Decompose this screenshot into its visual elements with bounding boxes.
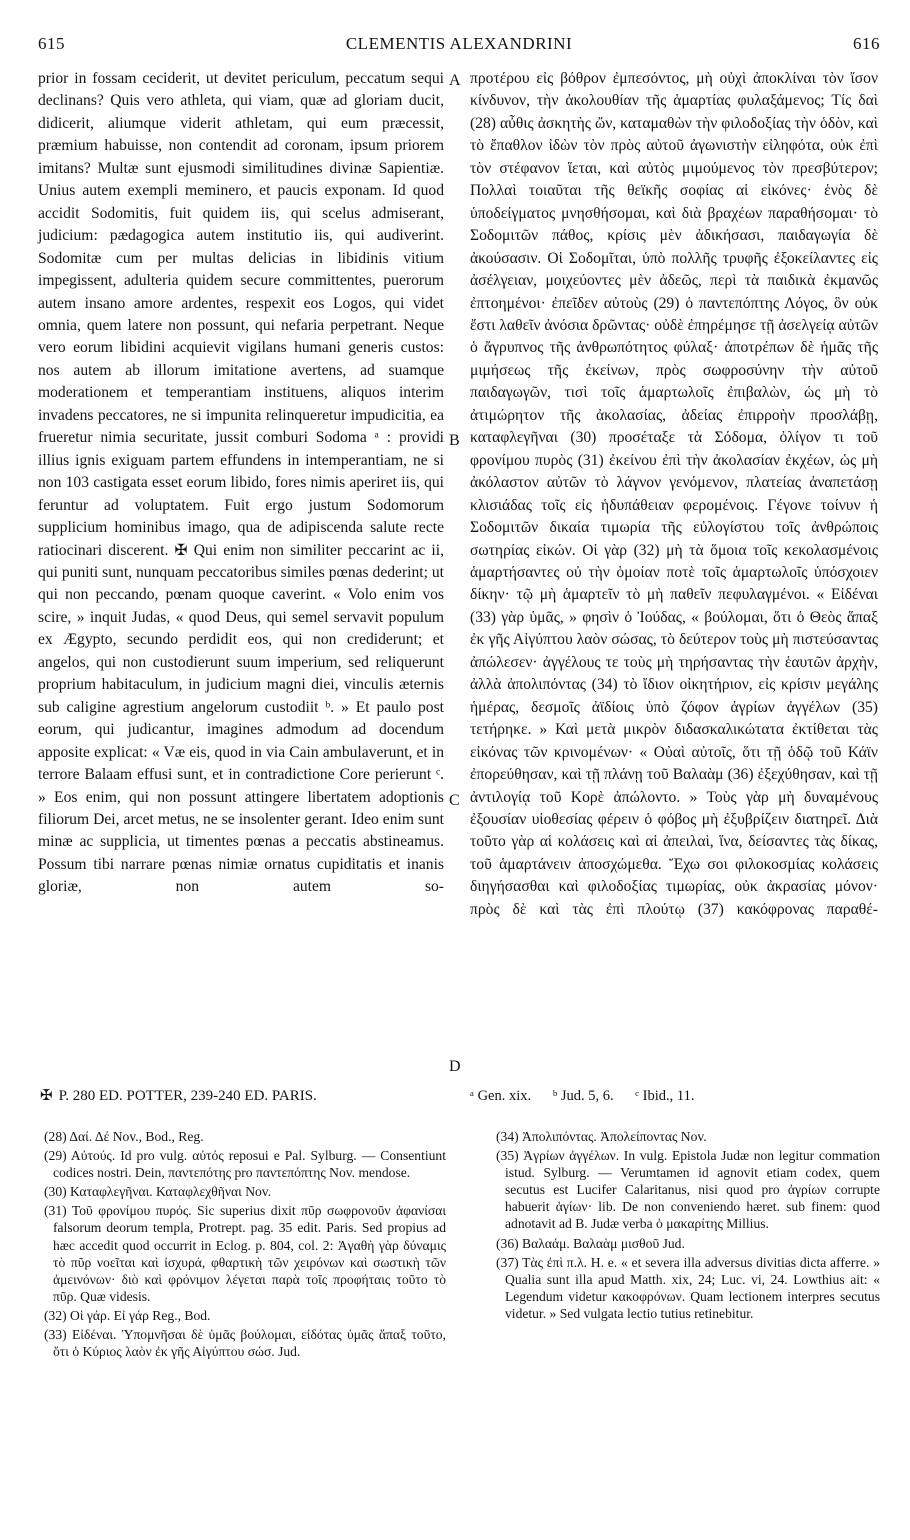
running-title: CLEMENTIS ALEXANDRINI	[345, 34, 573, 53]
footnote-30: (30) Καταφλεγῆναι. Καταφλεχθῆναι Nov.	[44, 1184, 272, 1200]
page-number-left: 615	[38, 34, 65, 53]
latin-column	[38, 68, 444, 899]
scripture-ref-b: ᵇ Jud. 5, 6.	[552, 1088, 614, 1104]
margin-marker-c: C	[449, 792, 460, 809]
running-header	[38, 34, 880, 58]
scripture-references	[470, 1088, 712, 1105]
footnote-34: (34) Ἀπολιπόντας. Ἀπολείποντας Nov.	[496, 1129, 707, 1144]
margin-marker-a: A	[449, 72, 461, 89]
footnotes-left	[44, 1128, 446, 1362]
footnotes-right	[496, 1128, 880, 1324]
margin-marker-b: B	[449, 432, 460, 449]
scripture-ref-c: ᶜ Ibid., 11.	[635, 1088, 695, 1104]
edition-reference	[40, 1086, 317, 1105]
page-number-right: 616	[853, 34, 880, 53]
footnote-37: (37) Τὰς ἐπὶ π.λ. H. e. « et severa illa adversus divitias dicta afferre. » Qualia sunt illa apud Matth. xix, 24; Luc. vi, 24. Lowthius ait: « Legendum videtur κακοφρόνων. Quam lectionem interpres secutus videtur. » Sed vulgata lectio tutius retinebitur.	[496, 1254, 880, 1321]
latin-text: prior in fossam ceciderit, ut devitet periculum, peccatum sequi declinans? Quis vero athleta, qui viam, quæ ad gloriam ducit, didicerit, aliumque viderit athletam, qui eum præcessit, præmium habuisse, non contendit ad coronam, ipsum priorem imitans? Multæ sunt ejusmodi similitudines divinæ Sapientiæ. Unius autem exempli meminero, et paucis exponam. Id quod accidit Sodomitis, fuit quidem iis, qui scelus admiserant, judicium: pædagogica autem institutio iis, qui audiverint. Sodomitæ cum per multas delicias in libidinis vitium impegissent, adulteria quidem secure committentes, puerorum autem insano amore ardentes, respexit eos Logos, qui videt omnia, quem latere non possunt, qui nefaria perpetrant. Neque vero eorum libidini acquievit vigilans humani generis custos: nos autem ab illorum imitatione avertens, ad suamque moderationem et temperantiam instituens, aliquos interim invadens peccatores, ne si impunita relinqueretur impudicitia, ea frueretur nimia securitate, jussit comburi Sodoma ᵃ : providi illius ignis exiguam partem effundens in intemperantiam, ne si non 103 castigata esset eorum libido, fores nimis aperiret iis, qui feruntur ad voluptatem. Fuit ergo justum Sodomorum supplicium hominibus imago, qua de adipiscenda salute recte ratiocinari discerent. ✠ Qui enim non similiter peccarint ac ii, qui puniti sunt, nunquam peccatoribus similes pœnas dederint; ut qui non peccando, pœnam quoque caverint. « Volo enim vos scire, » inquit Judas, « quod Deus, qui semel servavit populum ex Ægypto, secundo perdidit eos, qui non crediderunt; et angelos, qui non custodierunt suum imperium, sed reliquerunt proprium habitaculum, in judicium magni diei, vinculis æternis sub caligine agrestium angelorum custodiit ᵇ. » Et paulo post eorum, qui judicantur, imagines admodum ad docendum apposite explicat: « Væ eis, quod in via Cain ambulaverunt, et in terrore Balaam effusi sunt, et in contradictione Core perierunt ᶜ. » Eos enim, qui non possunt attingere libertatem adoptionis filiorum Dei, arcet metus, ne se insolenter gerant. Ideo enim sunt minæ ac supplicia, ut timentes pœnas a peccatis abstineamus. Possum tibi narrare pœnas nimiæ ornatus cupiditatis et inanis gloriæ, non autem so-	[38, 70, 444, 896]
footnote-31: (31) Τοῦ φρονίμου πυρός. Sic superius dixit πῦρ σωφρονοῦν ἀφανίσαι falsorum deorum templa, Protrept. pag. 35 edit. Paris. Sed propius ad hæc accedit quod occurrit in Eclog. p. 804, col. 2: Ἀγαθὴ γὰρ δύναμις τὸ πῦρ νοεῖται καὶ ἰσχυρά, φθαρτικὴ τῶν χειρόνων καὶ σωστικὴ τῶν ἀμεινόνων· διὸ καὶ φρόνιμον λέγεται παρὰ τοῖς προφήταις τοῦτο τὸ πῦρ. Quæ videsis.	[44, 1203, 446, 1304]
scripture-ref-a: ᵃ Gen. xix.	[470, 1088, 532, 1104]
footnote-33: (33) Εἰδέναι. Ὑπομνῆσαι δὲ ὑμᾶς βούλομαι, εἰδότας ὑμᾶς ἅπαξ τοῦτο, ὅτι ὁ Κύριος λαὸν ἐκ γῆς Αἰγύπτου σώσ. Jud.	[44, 1327, 446, 1360]
footnote-28: (28) Δαί. Δέ Nov., Bod., Reg.	[44, 1129, 204, 1144]
edition-reference-text: P. 280 ED. POTTER, 239-240 ED. PARIS.	[58, 1088, 317, 1104]
greek-text: προτέρου εἰς βόθρον ἐμπεσόντος, μὴ οὐχὶ ἀποκλίναι τὸν ἴσον κίνδυνον, τὴν ἀκολουθίαν τῆς ἁμαρτίας φυλαξάμενος; Τίς δαὶ (28) αὖθις ἀσκητὴς ὤν, καταμαθὼν τὴν φιλοδοξίας τὴν ὁδὸν, καὶ τὸ ἔπαθλον ἰδὼν τὸν πρὸς αὐτοῦ ἀγωνιστὴν εἰληφότα, οὐκ ἐπὶ τὸν στέφανον ἵεται, καὶ αὐτὸς μιμούμενος τὸν πρεσβύτερον; Πολλαὶ τοιαῦται τῆς θεϊκῆς σοφίας αἱ εἰκόνες· ἑνὸς δὲ ὑποδείγματος μνησθήσομαι, καὶ διὰ βραχέων παραθήσομαι· τὸ Σοδομιτῶν πάθος, κρίσις μὲν ἀδικήσασι, παιδαγωγία δὲ ἀκούσασιν. Οἱ Σοδομῖται, ὑπὸ πολλῆς τρυφῆς ἐξοκείλαντες εἰς ἀσέλγειαν, μοιχεύοντες μὲν ἀδεῶς, περὶ τὰ παιδικὰ ἐκμανῶς ἐπτοημένοι· ἐπεῖδεν αὐτοὺς (29) ὁ παντεπόπτης Λόγος, ὃν οὐκ ἔστι λαθεῖν ἀνόσια δρῶντας· οὐδὲ ἐπηρέμησε τῇ ἀσελγείᾳ αὐτῶν ὁ ἄγρυπνος τῆς ἀνθρωπότητος φύλαξ· ἀποτρέπων δὲ ἡμᾶς τῆς μιμήσεως τῆς ἐκείνων, πρὸς σωφροσύνην τὴν αὐτοῦ παιδαγωγῶν, τισὶ τοῖς ἁμαρτωλοῖς ἐπιβαλὼν, ὡς μὴ τὸ ἀτιμώρητον τῆς ἀκολασίας, ἀδείας ἐπιρροὴν προσλάβῃ, καταφλεγῆναι (30) προσέταξε τὰ Σόδομα, ὀλίγον τι τοῦ φρονίμου πυρὸς (31) ἐκείνου ἐπὶ τὴν ἀκολασίαν ἐκχέων, ὡς μὴ ἀκόλαστον αὐτῶν τὸ λάγνον γενόμενον, πλατείας ἀναπετάσῃ κλισιάδας τοῖς εἰς ἡδυπάθειαν φερομένοις. Γέγονε τοίνυν ἡ Σοδομιτῶν δικαία τιμωρία τῆς εὐλογίστου τοῖς ἀνθρώποις σωτηρίας εἰκών. Οἱ γὰρ (32) μὴ τὰ ὅμοια τοῖς κεκολασμένοις ἁμαρτήσαντες οὐ τὴν ὁμοίαν ποτὲ τοῖς ἁμαρτωλοῖς ὑπόσχοιεν δίκην· τῷ μὴ ἁμαρτεῖν τὸ μὴ παθεῖν πεφυλαγμένοι. « Εἰδέναι (33) γὰρ ὑμᾶς, » φησὶν ὁ Ἰούδας, « βούλομαι, ὅτι ὁ Θεὸς ἅπαξ ἐκ γῆς Αἰγύπτου λαὸν σώσας, τὸ δεύτερον τοὺς μὴ πιστεύσαντας ἀπώλεσεν· ἀγγέλους τε τοὺς μὴ τηρήσαντας τὴν ἑαυτῶν ἀρχὴν, ἀλλὰ ἀπολιπόντας (34) τὸ ἴδιον οἰκητήριον, εἰς κρίσιν μεγάλης ἡμέρας, δεσμοῖς ἀϊδίοις ὑπὸ ζόφον ἀγρίων ἀγγέλων (35) τετήρηκε. » Καὶ μετὰ μικρὸν διδασκαλικώτατα ἐκτίθεται τὰς εἰκόνας τῶν κρινομένων· « Οὐαὶ αὐτοῖς, ὅτι τῇ ὁδῷ τοῦ Κάϊν ἐπορεύθησαν, καὶ τῇ πλάνῃ τοῦ Βαλαὰμ (36) ἐξεχύθησαν, καὶ τῇ ἀντιλογίᾳ τοῦ Κορὲ ἀπώλοντο. » Τοὺς γὰρ μὴ δυναμένους ἐξουσίαν υἱοθεσίας φέρειν ὁ φόβος μὴ ἐξυβρίζειν διατηρεῖ. Διὰ τοῦτο γὰρ αἱ κολάσεις καὶ αἱ ἀπειλαὶ, ἵνα, δείσαντες τὰς δίκας, τοῦ ἁμαρτάνειν ἀποσχώμεθα. Ἔχω σοι φιλοκοσμίας κολάσεις διηγήσασθαι καὶ φιλοδοξίας τιμωρίας, οὐκ ἀκρασίας μόνον· πρὸς δὲ καὶ τὰς ἐπὶ πλούτῳ (37) κακόφρονας παραθέ-	[470, 70, 878, 918]
greek-column	[470, 68, 878, 921]
cross-icon: ✠	[40, 1088, 53, 1104]
footnote-36: (36) Βαλαάμ. Βαλαὰμ μισθοῦ Jud.	[496, 1235, 685, 1251]
footnote-35: (35) Ἀγρίων ἀγγέλων. In vulg. Epistola Judæ non legitur commation istud. Sylburg. — Verumtamen id agnovit etiam codex, quem secutus est Lucifer Calaritanus, nisi quod pro ἀγρίων corrupte habuerit ἁγίων· lib. De non conveniendo hæret. sub finem: quod adnotavit ad B. Judæ verba ὁ μακαρίτης Millius.	[496, 1148, 880, 1232]
footnote-32: (32) Οἱ γάρ. Εἰ γάρ Reg., Bod.	[44, 1307, 211, 1323]
footnote-29: (29) Αὐτούς. Id pro vulg. αὐτός reposui e Pal. Sylburg. — Consentiunt codices nostri. Dein, παντεπότης pro παντεπόπτης Nov. mendose.	[44, 1148, 446, 1181]
margin-marker-d: D	[449, 1058, 461, 1075]
